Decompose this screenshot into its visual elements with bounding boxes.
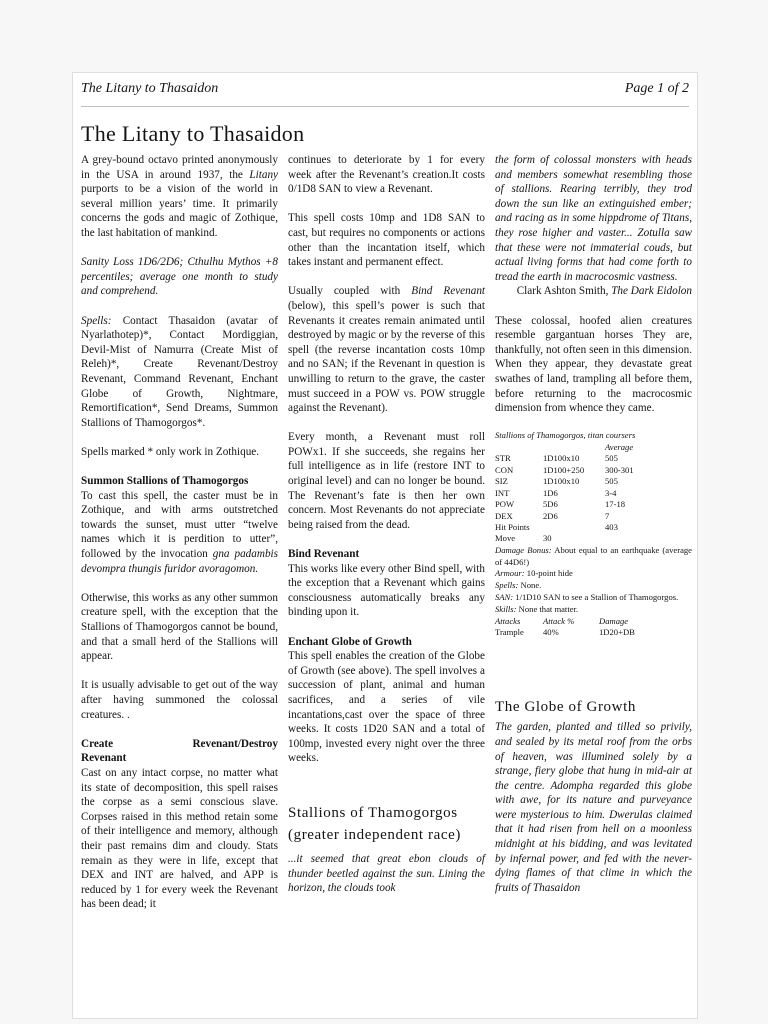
- intro-text: A grey-bound octavo printed anonymously in the USA in around 1937, the: [81, 154, 278, 181]
- san-label: SAN:: [495, 591, 514, 602]
- stat-roll: 1D6: [543, 487, 558, 498]
- stat-average: 7: [605, 510, 610, 521]
- stallions-subheading: (greater independent race): [288, 826, 461, 843]
- stat-roll: 2D6: [543, 510, 558, 521]
- damage-bonus-line: [495, 545, 692, 569]
- create-revenant-heading-line2: Revenant: [81, 752, 127, 765]
- spells-paragraph: [81, 314, 278, 431]
- attack-cell: 40%: [543, 626, 559, 637]
- stat-average: 505: [605, 453, 618, 464]
- skills-line: [495, 604, 692, 616]
- coupled-text-rest: (below), this spell’s power is such that Revenants it creates remain animated until destroyed by magic or by the reverse of this spell (the reverse incantation costs 10mp and no SAN; if the Revenant in question is unwilling to return to the grave, the caster must succeed in a POW vs. POW struggle against the Revenant).: [288, 299, 485, 415]
- stat-key: INT: [495, 487, 510, 498]
- column-1: [81, 153, 278, 912]
- enchant-globe-body: This spell enables the creation of the Globe of Growth (see above). The spell involves a succession of plant, animal and human sacrifices, and a series of vile incantations,cast over the space of three weeks. It costs 1D20 SAN and a total of 100mp, invested every night over the three weeks.: [288, 650, 485, 765]
- skills-value: None that matter.: [518, 603, 579, 614]
- stallions-quote-start: ...it seemed that great ebon clouds of thunder beetled against the sun. Lining the horizon, the clouds took: [288, 852, 485, 895]
- damage-bonus-value: About equal to an earthquake (average of 44D6!): [495, 544, 692, 567]
- stat-average: 403: [605, 521, 618, 532]
- otherwise-paragraph: Otherwise, this works as any other summon creature spell, with the exception that the Stallions of Thamogorgos cannot be bound, and that a small herd of the Stallions will appear.: [81, 591, 278, 663]
- stat-average: 3-4: [605, 487, 617, 498]
- intro-italic-title: Litany: [249, 168, 278, 181]
- stat-key: DEX: [495, 510, 513, 521]
- skills-label: Skills:: [495, 603, 517, 614]
- spells-list: Contact Thasaidon (avatar of Nyarlathotep)*, Contact Mordiggian, Devil-Mist of Namurra (Create Mist of Releh)*, Create Revenant/Destroy Revenant, Command Revenant, Enchant Globe of Growth, Nightmare, Remortification*, Send Dreams, Summon Stallions of Thamogorgos*.: [81, 314, 278, 429]
- attack-header: Damage: [599, 615, 629, 626]
- bind-coupling-paragraph: [288, 284, 485, 415]
- intro-paragraph: [81, 153, 278, 241]
- stat-average-label: Average: [605, 442, 634, 453]
- stat-average: 505: [605, 476, 618, 487]
- globe-of-growth-quote: The garden, planted and tilled so privily, and sealed by its metal roof from the orbs of heaven, was illumined solely by a strange, fiery globe that hung in mid-air at the centre. Adompha regarded this globe with awe, for its nature and purveyance were mysterious to him. Dwerulas claimed that it had risen from hell on a moonless midnight at his bidding, and was levitated by infernal power, and fed with the never-dying flames of that clime in which the fruits of Thasaidon: [495, 721, 692, 894]
- attack-header-row: [495, 616, 692, 627]
- document-page: [72, 72, 698, 1019]
- stat-spells-label: Spells:: [495, 580, 519, 591]
- stat-roll: 5D6: [543, 499, 558, 510]
- stat-roll: [543, 522, 605, 533]
- summon-stallions-heading: Summon Stallions of Thamogorgos: [81, 475, 249, 488]
- spells-label: Spells:: [81, 314, 112, 327]
- attack-table: [495, 616, 692, 639]
- spells-marked-note: Spells marked * only work in Zothique.: [81, 445, 260, 458]
- stat-block: [495, 430, 692, 638]
- column-3: [495, 153, 692, 895]
- page-header: [81, 81, 689, 97]
- monthly-roll-paragraph: Every month, a Revenant must roll POWx1. If she succeeds, she regains her full intelligence as in life (restore INT to original level) and can no longer be bound. The Revenant’s fate is then her own concern. Most Revenants do not appreciate being raised from the dead.: [288, 431, 485, 531]
- advisable-paragraph: It is usually advisable to get out of the way after having summoned the colossal creatures. .: [81, 679, 278, 721]
- attribution-work: The Dark Eidolon: [611, 285, 692, 298]
- armour-line: [495, 568, 692, 580]
- stat-spells-value: None.: [520, 580, 542, 591]
- stat-key: POW: [495, 499, 515, 510]
- stat-row: [495, 488, 692, 499]
- summon-body-text: To cast this spell, the caster must be in Zothique, and with arms outstretched towards the sunset, must utter “twelve names which it is perdition to utter”, followed by the invocation: [81, 489, 278, 561]
- stat-row: [495, 476, 692, 487]
- stallions-quote-continued: the form of colossal monsters with heads and members somewhat resembling those of stallions. Rearing terribly, they trod down the sun like an extinguished ember; and racing as in some hippdrome of Titans, they rose higher and vaster... Zotulla saw that these were not immaterial couds, but actual living forms that had come forth to tread the earth in macrocosmic vastness.: [495, 154, 692, 283]
- column-2: [288, 153, 485, 896]
- stat-key: CON: [495, 464, 514, 475]
- header-page-number: Page 1 of 2: [624, 81, 689, 96]
- revenant-continued-paragraph: continues to deteriorate by 1 for every week after the Revenant’s creation.It costs 0/1D8 SAN to view a Revenant.: [288, 154, 485, 196]
- bind-revenant-heading: Bind Revenant: [288, 548, 360, 561]
- header-divider: [81, 106, 689, 107]
- enchant-globe-heading: Enchant Globe of Growth: [288, 635, 412, 648]
- stat-row: [495, 453, 692, 464]
- globe-of-growth-heading: The Globe of Growth: [495, 699, 636, 716]
- page-title: The Litany to Thasaidon: [81, 121, 305, 146]
- create-heading-word-2: Revenant/Destroy: [192, 737, 278, 750]
- damage-bonus-label: Damage Bonus:: [495, 544, 552, 555]
- stat-roll: 1D100x10: [543, 453, 580, 464]
- san-line: [495, 592, 692, 604]
- stat-row: [495, 499, 692, 510]
- create-heading-word-1: Create: [81, 737, 114, 750]
- armour-label: Armour:: [495, 568, 525, 579]
- stallions-heading: Stallions of Thamogorgos: [288, 804, 458, 821]
- stat-key: Hit Points: [495, 521, 530, 532]
- stat-row: [495, 522, 692, 533]
- attack-header: Attack %: [543, 615, 575, 626]
- stat-row: [495, 533, 692, 544]
- stat-table: [495, 442, 692, 545]
- armour-value: 10-point hide: [526, 568, 573, 579]
- stat-key: SIZ: [495, 476, 508, 487]
- summon-stallions-body: [81, 489, 278, 577]
- coupled-italic: Bind Revenant: [411, 285, 486, 298]
- coupled-text: Usually coupled with: [288, 285, 401, 298]
- header-document-title: The Litany to Thasaidon: [81, 81, 219, 96]
- stat-roll: 1D100+250: [543, 464, 585, 475]
- attack-row: [495, 627, 692, 638]
- attack-cell: 1D20+DB: [599, 626, 635, 637]
- create-revenant-body: Cast on any intact corpse, no matter what its state of decomposition, this spell raises the corpse as a semi conscious slave. Corpses raised in this method retain some of their intelligence and memory, although their past remains dim and cloudy. Stats remain as they were in life, except that DEX and INT are halved, and APP is reduced by 1 for every week the Revenant has been dead; it: [81, 766, 278, 911]
- intro-text-rest: purports to be a vision of the world in several million years’ time. It primarily concerns the gods and magic of Zothique, the last habitation of mankind.: [81, 183, 278, 239]
- san-value: 1/1D10 SAN to see a Stallion of Thamogorgos.: [515, 591, 679, 602]
- stat-key: STR: [495, 453, 511, 464]
- attack-cell: Trample: [495, 626, 524, 637]
- stat-row: [495, 511, 692, 522]
- stat-roll: 1D100x10: [543, 476, 580, 487]
- stat-key: Move: [495, 533, 516, 544]
- stat-average: 17-18: [605, 499, 626, 510]
- summon-invocation: gna padambis devompra thungis furidor avoragomon.: [81, 548, 278, 575]
- stat-average: 300-301: [605, 464, 634, 475]
- attribution-author: Clark Ashton Smith,: [516, 285, 609, 298]
- stat-caption: Stallions of Thamogorgos, titan coursers: [495, 430, 636, 441]
- stallions-description: These colossal, hoofed alien creatures resemble gargantuan horses They are, thankfully, not often seen in this dimension. When they appear, they devastate great swathes of land, trampling all before them, before returning to the macrocosmic dimension from whence they came.: [495, 314, 692, 415]
- create-revenant-heading: [81, 737, 278, 752]
- stat-average: [605, 533, 692, 544]
- stat-header-row: [495, 442, 692, 453]
- quote-attribution: [495, 284, 692, 299]
- spell-cost-paragraph: This spell costs 10mp and 1D8 SAN to cast, but requires no components or actions other than the incantation itself, which takes instant and permanent effect.: [288, 212, 485, 269]
- stat-roll: 30: [543, 533, 552, 544]
- stat-row: [495, 465, 692, 476]
- attack-header: Attacks: [495, 615, 521, 626]
- stat-spells-line: [495, 580, 692, 592]
- bind-revenant-body: This works like every other Bind spell, with the exception that a Revenant which gains consciousness automatically breaks any binding upon it.: [288, 562, 485, 619]
- sanity-loss-paragraph: Sanity Loss 1D6/2D6; Cthulhu Mythos +8 percentiles; average one month to study and comprehend.: [81, 256, 278, 298]
